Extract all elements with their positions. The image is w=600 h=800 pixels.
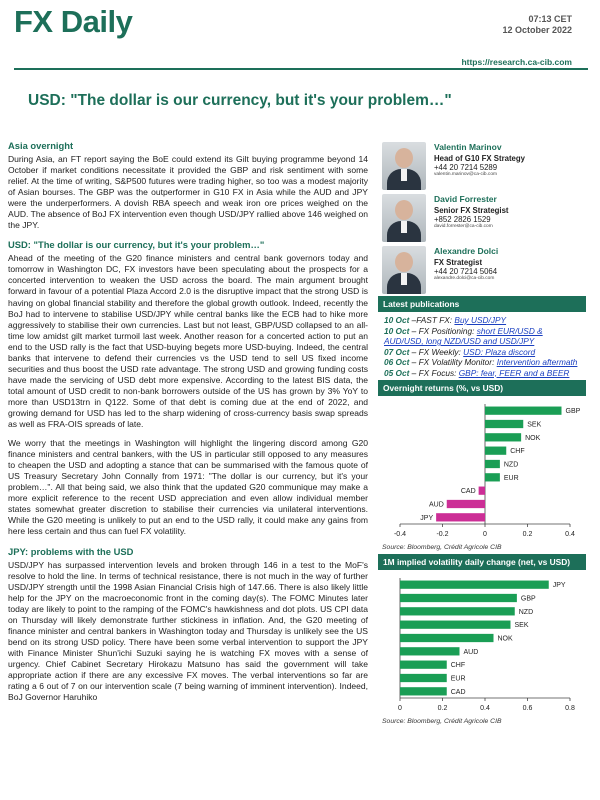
bar-eur — [400, 674, 447, 682]
publication-link[interactable]: short EUR/USD & AUD/USD, long NZD/USD and USD/JPY — [384, 325, 543, 346]
report-date: 12 October 2022 — [502, 25, 572, 35]
chart-source: Source: Bloomberg, Crédit Agricole CIB — [382, 544, 502, 551]
author-role: Senior FX Strategist — [434, 206, 509, 215]
category-label-nzd: NZD — [518, 608, 534, 616]
section-title: USD: "The dollar is our currency, but it's your problem…" — [8, 239, 265, 251]
x-tick-label: -0.2 — [436, 531, 449, 538]
bar-sek — [485, 420, 523, 428]
bar-jpy — [436, 513, 485, 521]
publication-type: –FAST FX: — [409, 315, 455, 325]
sidebar — [378, 140, 586, 725]
author-name: Valentin Marinov — [434, 142, 502, 152]
author-phone: +852 2826 1529 — [434, 215, 491, 224]
research-link[interactable]: https://research.ca-cib.com — [461, 57, 572, 67]
section — [8, 140, 368, 231]
bar-nok — [400, 634, 494, 642]
report-title: FX Daily — [14, 4, 133, 39]
bar-jpy — [400, 581, 549, 589]
author-card — [378, 140, 586, 192]
paragraph: USD/JPY has surpassed intervention levels and broken through 146 in a test to the MoF's resolve to hold the line. In terms of technical resistance, there is not much in the way of further USD/JPY strength until the 1998 Asian Financial Crisis high of 147.66. There is also likely little help for the JPY on the macroeconomic front in the coming day(s). The FOMC Minutes later today are likely to point to the ramping of the FOMC's hawkishness and dot plots. US CPI data on Thursday will likely demonstrate further stickiness in inflation. And, the G20 meeting of finance minister and central bankers in Washington today and Thursday is unlikely see the US bend on its strong USD policy. There have been some verbal intervention to support the JPY with Finance Minister Shun'ichi Suzuki saying he is watching FX moves with a sense of urgency. Chief Cabinet Secretary Hirokazu Matsuno has said the government will take appropriate action if there are any excessive FX moves. The verbal interventions so far are rating a 6 out of 7 on our intervention scale (7 being warning of imminent intervention). Indeed, BoJ Governor Haruhiko — [8, 559, 368, 703]
bar-nzd — [485, 460, 500, 468]
author-email[interactable]: valentin.marinov@ca-cib.com — [434, 172, 497, 177]
header-divider — [14, 68, 588, 70]
category-label-aud: AUD — [463, 648, 479, 656]
x-tick-label: 0.2 — [437, 705, 448, 712]
bar-nok — [485, 433, 521, 441]
category-label-cad: CAD — [460, 488, 476, 496]
publication-type: – FX Weekly: — [409, 346, 464, 357]
category-label-gbp: GBP — [565, 408, 581, 416]
chart-source: Source: Bloomberg, Crédit Agricole CIB — [382, 718, 502, 725]
x-tick-label: 0.4 — [480, 705, 490, 712]
author-photo — [382, 142, 426, 190]
category-label-eur: EUR — [503, 474, 519, 482]
bar-chf — [400, 661, 447, 669]
author-email[interactable]: alexandre.dolci@ca-cib.com — [434, 276, 495, 281]
publication-date: 06 Oct — [384, 357, 410, 367]
bar-sek — [400, 621, 511, 629]
publication-link[interactable]: Buy USD/JPY — [454, 315, 507, 325]
publication-type: – FX Volatility Monitor: — [409, 357, 497, 367]
category-label-sek: SEK — [514, 622, 529, 630]
author-name: Alexandre Dolci — [434, 246, 499, 256]
publications-header: Latest publications — [378, 296, 586, 312]
paragraph: We worry that the meetings in Washington will highlight the lingering discord among G20 finance ministers and central bankers, with the US in particular still opposed to any measures to cheapen the USD and adopting a stance that can be summarised with the famous quote of US Treasury Secretary John Connally from 1971: "The dollar is our currency, but it's your problem…". All that being said, we also think that the updated G20 communique may make a more explicit reference to the recent USD appreciation and even allow individual member states somewhat greater discretion to stabilise their currencies via unilateral interventions. While the G20 meeting is unlikely to put an end to the USD rally, it could make any gains from here less certain and thus can fuel FX volatility. — [8, 438, 368, 537]
author-phone: +44 20 7214 5064 — [434, 267, 498, 276]
x-tick-label: 0.4 — [565, 531, 575, 538]
report-time: 07:13 CET — [528, 14, 572, 24]
category-label-aud: AUD — [428, 501, 444, 509]
publication-date: 07 Oct — [384, 346, 410, 357]
author-role: FX Strategist — [434, 258, 483, 267]
paragraph: Ahead of the meeting of the G20 finance ministers and central bank governors today and tomorrow in Washington DC, FX investors have been speculating about the prospects for a concerted intervention to weaken the USD across the board. The main argument brought forward in favour of a potential Plaza Accord 2.0 is the disruptive impact that the strong USD is having on global financial stability and therefore the global growth outlook. Indeed, recently the BoJ had to intervene to stabilise USD/JPY while central banks like the ECB had to hike more aggressively to stabilise their own currencies. Last but not least, GBP/USD collapsed to an all-time low amidst gilt market turmoil last week. Another reason for a concerted action to put an end to the USD rally is the fact that USD-buying begets more USD-buying. Indeed, the central banks that intervene to defend their currencies vs the USD tend to sell US fixed income securities and thus boost the USD rate advantage. The strong USD and growing funding costs have made the servicing of USD debt more expensive. According to the latest BIS data, the total amount of USD credit to non-bank borrowers outside of the US has grown by 3% YoY to more than USD13trn in Q122. Some of that debt is coming due at the end of 2022, and growing demand for USD has led to the sharp widening of cross-currency basis swap spreads as well as FRA-OIS spreads of late. — [8, 253, 368, 430]
publication-date: 05 Oct — [384, 367, 410, 378]
report-datetime — [502, 14, 572, 36]
publication-item — [384, 357, 582, 368]
report-header — [0, 0, 600, 68]
x-tick-label: 0.6 — [522, 705, 533, 712]
section — [8, 546, 368, 704]
bar-eur — [485, 473, 500, 481]
x-tick-label: 0 — [398, 705, 402, 712]
x-tick-label: 0.2 — [522, 531, 533, 538]
author-phone: +44 20 7214 5289 — [434, 163, 498, 172]
category-label-gbp: GBP — [520, 595, 536, 603]
bar-cad — [479, 487, 485, 495]
publication-type: – FX Positioning: — [409, 325, 477, 336]
publication-item — [384, 368, 582, 379]
category-label-jpy: JPY — [420, 514, 434, 522]
author-photo — [382, 194, 426, 242]
paragraph: During Asia, an FT report saying the BoE could extend its Gilt buying programme beyond 14 October if market conditions necessitate it provided the GBP and risk sentiment with some relief. At the time of writing, S&P500 futures were trading higher, so too was a modest majority of Asian bourses. The GBP was the outperformer in G10 FX in Asia while the AUD and JPY were the underperformers. A dovish RBA speech and weak iron ore prices weighed on the AUD. The absence of BoJ FX intervention even though USD/JPY rallied above 146 weighed on the JPY. — [8, 154, 368, 231]
category-label-chf: CHF — [450, 662, 466, 670]
author-photo — [382, 246, 426, 294]
implied-volatility-chart — [378, 570, 586, 718]
publication-type: – FX Focus: — [409, 367, 459, 378]
volatility-chart-title: 1M implied volatility daily change (net, vs USD) — [378, 554, 586, 570]
publications-list — [378, 312, 586, 380]
x-tick-label: -0.4 — [393, 531, 407, 538]
author-email[interactable]: david.forrester@ca-cib.com — [434, 224, 493, 229]
author-card — [378, 192, 586, 244]
author-name: David Forrester — [434, 194, 497, 204]
bar-nzd — [400, 607, 515, 615]
category-label-nzd: NZD — [503, 461, 519, 469]
author-card — [378, 244, 586, 296]
x-tick-label: 0.8 — [565, 705, 575, 712]
bar-chf — [485, 447, 506, 455]
section — [8, 239, 368, 537]
category-label-cad: CAD — [450, 688, 466, 696]
publication-item — [384, 315, 582, 326]
headline: USD: "The dollar is our currency, but it's your problem…" — [28, 92, 452, 109]
category-label-nok: NOK — [525, 434, 541, 442]
bar-aud — [400, 647, 460, 655]
publication-date: 10 Oct — [384, 325, 410, 336]
publication-item — [384, 347, 582, 358]
publication-link[interactable]: USD: Plaza discord — [463, 346, 536, 357]
publication-link[interactable]: GBP: fear, FEER and a BEER — [458, 367, 570, 378]
section-title: JPY: problems with the USD — [8, 545, 134, 557]
returns-chart-title: Overnight returns (%, vs USD) — [378, 380, 586, 396]
category-label-jpy: JPY — [552, 582, 566, 590]
category-label-sek: SEK — [527, 421, 542, 429]
overnight-returns-chart — [378, 396, 586, 544]
category-label-nok: NOK — [497, 635, 513, 643]
bar-gbp — [400, 594, 517, 602]
publication-link[interactable]: Intervention aftermath — [496, 357, 578, 367]
category-label-chf: CHF — [510, 448, 525, 456]
publication-item — [384, 326, 582, 347]
x-tick-label: 0 — [483, 531, 487, 538]
publication-date: 10 Oct — [384, 315, 410, 325]
bar-aud — [447, 500, 485, 508]
category-label-eur: EUR — [450, 675, 466, 683]
author-role: Head of G10 FX Strategy — [434, 154, 525, 163]
section-title: Asia overnight — [8, 140, 74, 151]
main-column — [8, 140, 368, 711]
bar-cad — [400, 687, 447, 695]
bar-gbp — [485, 407, 562, 415]
